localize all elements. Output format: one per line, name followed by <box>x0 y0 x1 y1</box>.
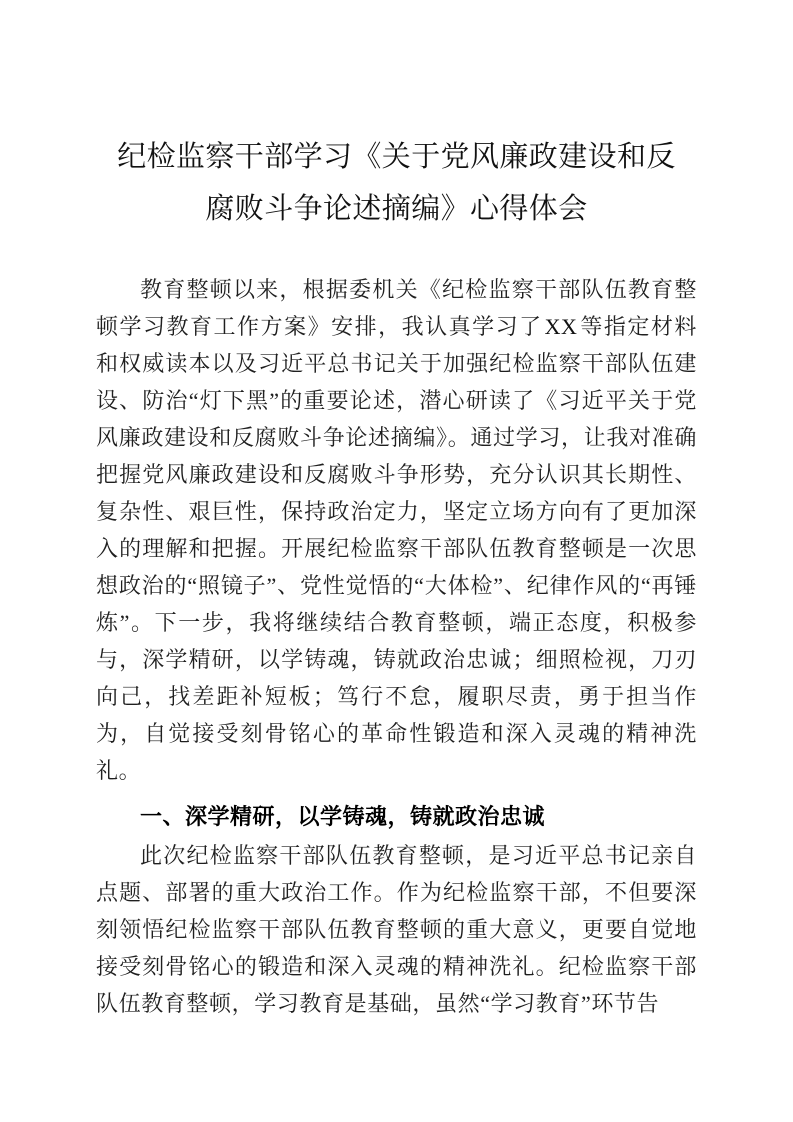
page-title <box>96 0 697 235</box>
paragraph-section-one-body: 此次纪检监察干部队伍教育整顿，是习近平总书记亲自点题、部署的重大政治工作。作为纪检监察干部，不但要深刻领悟纪检监察干部队伍教育整顿的重大意义，更要自觉地接受刻骨铭心的锻造和深入灵魂的精神洗礼。纪检监察干部队伍教育整顿，学习教育是基础，虽然“学习教育”环节告 <box>96 843 697 1016</box>
paragraph-intro-text-part-2: 等指定材料和权威读本以及习近平总书记关于加强纪检监察干部队伍建设、防治“灯下黑”的重要论述，潜心研读了《习近平关于党风廉政建设和反腐败斗争论述摘编》。通过学习，让我对准确把握党风廉政建设和反腐败斗争形势，充分认识其长期性、复杂性、艰巨性，保持政治定力，坚定立场方向有了更加深入的理解和把握。开展纪检监察干部队伍教育整顿是一次思想政治的“照镜子”、党性觉悟的“大体检”、纪律作风的“再锤炼”。下一步，我将继续结合教育整顿，端正态度，积极参与，深学精研，以学铸魂，铸就政治忠诚；细照检视，刀刃向己，找差距补短板；笃行不怠，履职尽责，勇于担当作为，自觉接受刻骨铭心的革命性锻造和深入灵魂的精神洗礼。 <box>96 314 697 783</box>
document-body <box>96 235 697 1022</box>
paragraph-intro <box>96 271 697 789</box>
section-heading-one: 一、深学精研，以学铸魂，铸就政治忠诚 <box>140 804 546 829</box>
document-content <box>96 0 697 1022</box>
page-title-line-1: 纪检监察干部学习《关于党风廉政建设和反 <box>117 141 676 173</box>
paragraph-intro-text-part-1: 教育整顿以来，根据委机关《纪检监察干部队伍教育整顿学习教育工作方案》安排，我认真学习了 <box>96 277 697 339</box>
paragraph-intro-placeholder-xx: XX <box>544 314 578 339</box>
page-title-line-2: 腐败斗争论述摘编》心得体会 <box>205 193 588 225</box>
